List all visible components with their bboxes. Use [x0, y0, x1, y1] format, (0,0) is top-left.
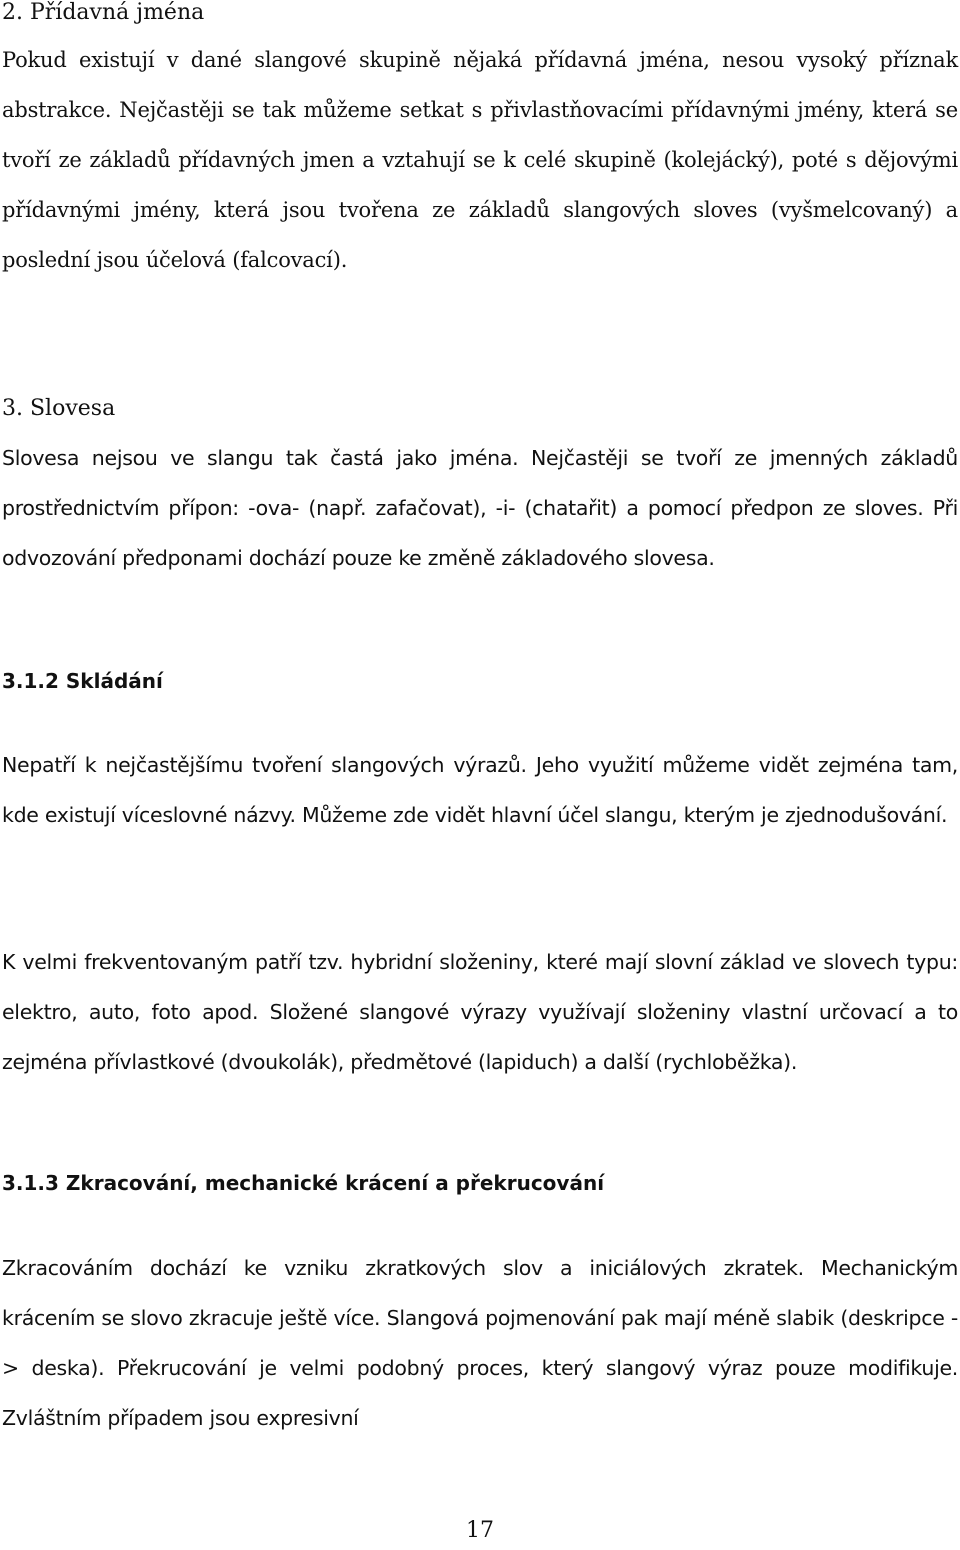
paragraph-shortening: [2, 1243, 958, 1443]
paragraph-text: Nepatří k nejčastějšímu tvoření slangových výrazů. Jeho využití můžeme vidět zejména tam, kde existují víceslovné názvy. Můžeme zde vidět hlavní účel slangu, kterým je zjednodušování.: [2, 753, 958, 827]
paragraph-compounding-2: [2, 937, 958, 1087]
page-number: 17: [466, 1518, 494, 1543]
paragraph-compounding-1: [2, 740, 958, 840]
paragraph-adjectives: [2, 35, 958, 285]
section-heading-verbs: 3. Slovesa: [2, 396, 116, 421]
paragraph-text: Pokud existují v dané slangové skupině nějaká přídavná jména, nesou vysoký příznak abstrakce. Nejčastěji se tak můžeme setkat s přivlastňovacími přídavnými jmény, která se tvoří ze základů přídavných jmen a vztahují se k celé skupině (kolejácký), poté s dějovými přídavnými jmény, která jsou tvořena ze základů slangových sloves (vyšmelcovaný) a poslední jsou účelová (falcovací).: [2, 48, 958, 272]
paragraph-text: K velmi frekventovaným patří tzv. hybridní složeniny, které mají slovní základ ve slovech typu: elektro, auto, foto apod. Složené slangové výrazy využívají složeniny vlastní určovací a to zejména přívlastkové (dvoukolák), předmětové (lapiduch) a další (rychloběžka).: [2, 950, 958, 1074]
paragraph-text: Slovesa nejsou ve slangu tak častá jako jména. Nejčastěji se tvoří ze jmenných základů prostřednictvím přípon: -ova- (např. zafačovat), -i- (chatařit) a pomocí předpon ze sloves. Při odvozování předponami dochází pouze ke změně základového slovesa.: [2, 446, 958, 570]
paragraph-text: Zkracováním dochází ke vzniku zkratkových slov a iniciálových zkratek. Mechanickým krácením se slovo zkracuje ještě více. Slangová pojmenování pak mají méně slabik (deskripce -> deska). Překrucování je velmi podobný proces, který slangový výraz pouze modifikuje. Zvláštním případem jsou expresivní: [2, 1256, 958, 1430]
paragraph-verbs: [2, 433, 958, 583]
section-heading-shortening: 3.1.3 Zkracování, mechanické krácení a překrucování: [2, 1171, 605, 1195]
section-heading-compounding: 3.1.2 Skládání: [2, 669, 163, 693]
section-heading-adjectives: 2. Přídavná jména: [2, 0, 205, 25]
